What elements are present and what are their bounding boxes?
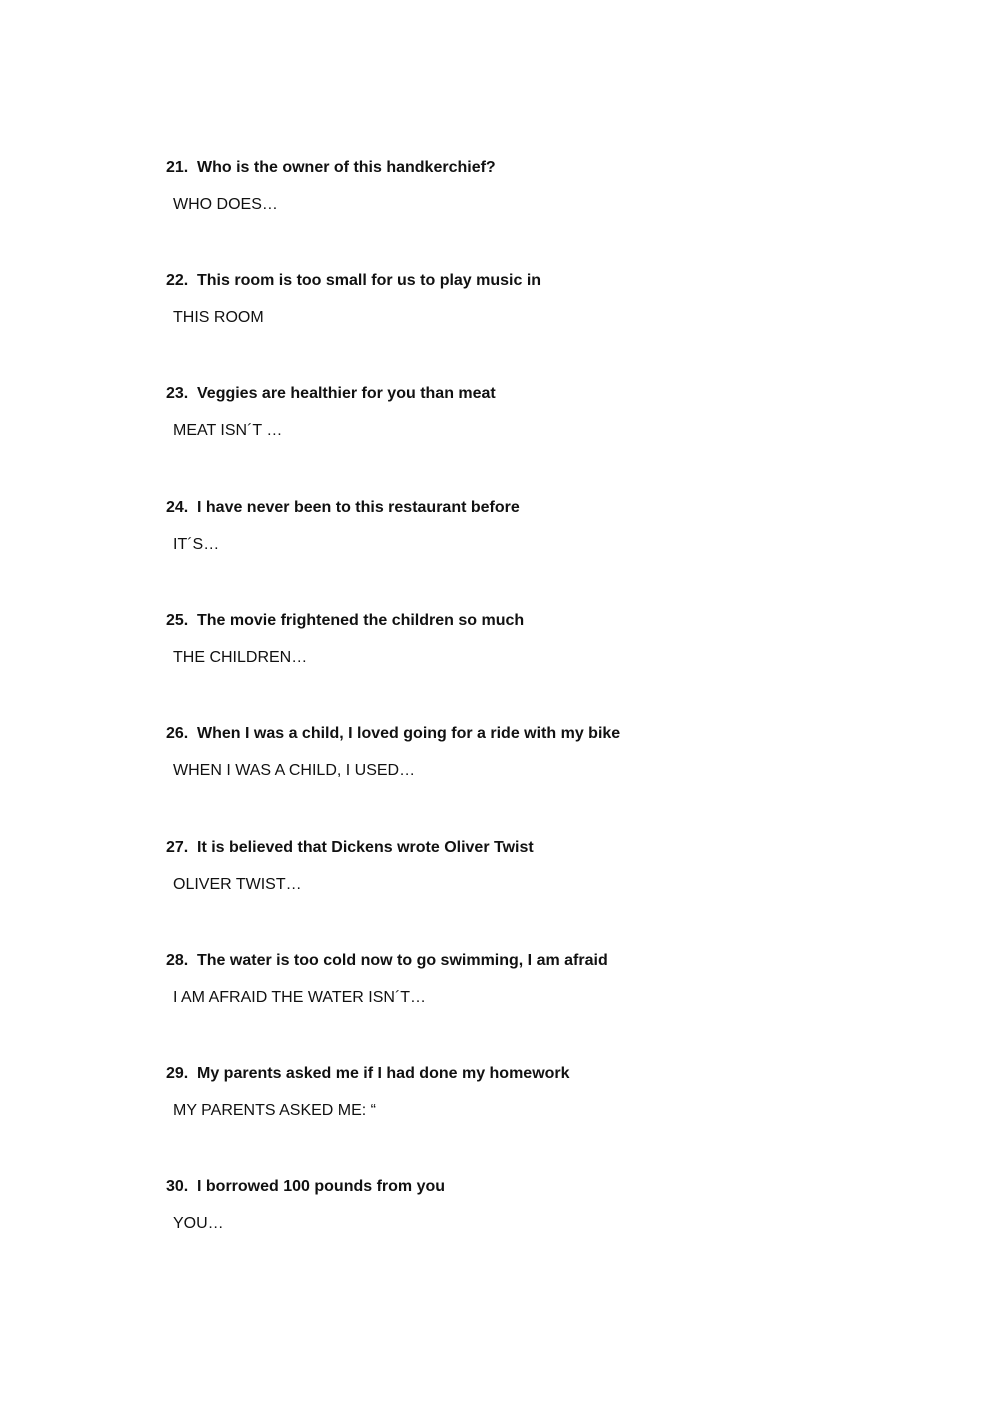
exercise-sentence: I borrowed 100 pounds from you — [197, 1178, 446, 1195]
exercise-number: 22. — [166, 272, 189, 289]
exercise-question — [166, 951, 866, 971]
rewrite-prompt: YOU… — [173, 1215, 224, 1232]
exercise-question — [166, 611, 866, 631]
exercise-number: 30. — [166, 1178, 189, 1195]
rewrite-prompt: IT´S… — [173, 536, 220, 553]
exercise-number: 29. — [166, 1065, 189, 1082]
exercise-item-24 — [166, 498, 866, 555]
exercise-item-28 — [166, 951, 866, 1008]
exercise-question — [166, 158, 866, 178]
exercise-number: 25. — [166, 612, 189, 629]
exercise-item-27 — [166, 838, 866, 895]
exercise-number: 24. — [166, 499, 189, 516]
exercise-question — [166, 1064, 866, 1084]
exercise-question — [166, 838, 866, 858]
exercise-question — [166, 271, 866, 291]
exercise-item-22 — [166, 271, 866, 328]
exercise-number: 23. — [166, 385, 189, 402]
exercise-item-21 — [166, 158, 866, 215]
rewrite-prompt: THIS ROOM — [173, 309, 264, 326]
exercise-number: 26. — [166, 725, 189, 742]
exercise-number: 21. — [166, 159, 189, 176]
exercise-item-26 — [166, 724, 866, 781]
exercise-question — [166, 724, 866, 744]
exercise-sentence: Veggies are healthier for you than meat — [197, 385, 496, 402]
exercise-sentence: The movie frightened the children so much — [197, 612, 525, 629]
exercise-item-23 — [166, 384, 866, 441]
rewrite-prompt: MEAT ISN´T … — [173, 422, 283, 439]
exercise-number: 27. — [166, 839, 189, 856]
exercise-question — [166, 384, 866, 404]
exercise-sentence: When I was a child, I loved going for a ride with my bike — [197, 725, 621, 742]
exercise-item-25 — [166, 611, 866, 668]
exercise-sentence: My parents asked me if I had done my homework — [197, 1065, 570, 1082]
exercise-sentence: The water is too cold now to go swimming, I am afraid — [197, 952, 608, 969]
exercise-sentence: This room is too small for us to play music in — [197, 272, 542, 289]
exercise-item-29 — [166, 1064, 866, 1121]
exercise-item-30 — [166, 1177, 866, 1234]
rewrite-prompt: MY PARENTS ASKED ME: “ — [173, 1102, 377, 1119]
exercise-question — [166, 498, 866, 518]
exercise-sentence: Who is the owner of this handkerchief? — [197, 159, 496, 176]
rewrite-prompt: I AM AFRAID THE WATER ISN´T… — [173, 989, 427, 1006]
exercise-sentence: It is believed that Dickens wrote Oliver Twist — [197, 839, 534, 856]
rewrite-prompt: OLIVER TWIST… — [173, 876, 302, 893]
rewrite-prompt: WHO DOES… — [173, 196, 278, 213]
rewrite-prompt: WHEN I WAS A CHILD, I USED… — [173, 762, 416, 779]
exercise-question — [166, 1177, 866, 1197]
exercise-number: 28. — [166, 952, 189, 969]
rewrite-prompt: THE CHILDREN… — [173, 649, 308, 666]
exercise-sentence: I have never been to this restaurant before — [197, 499, 520, 516]
